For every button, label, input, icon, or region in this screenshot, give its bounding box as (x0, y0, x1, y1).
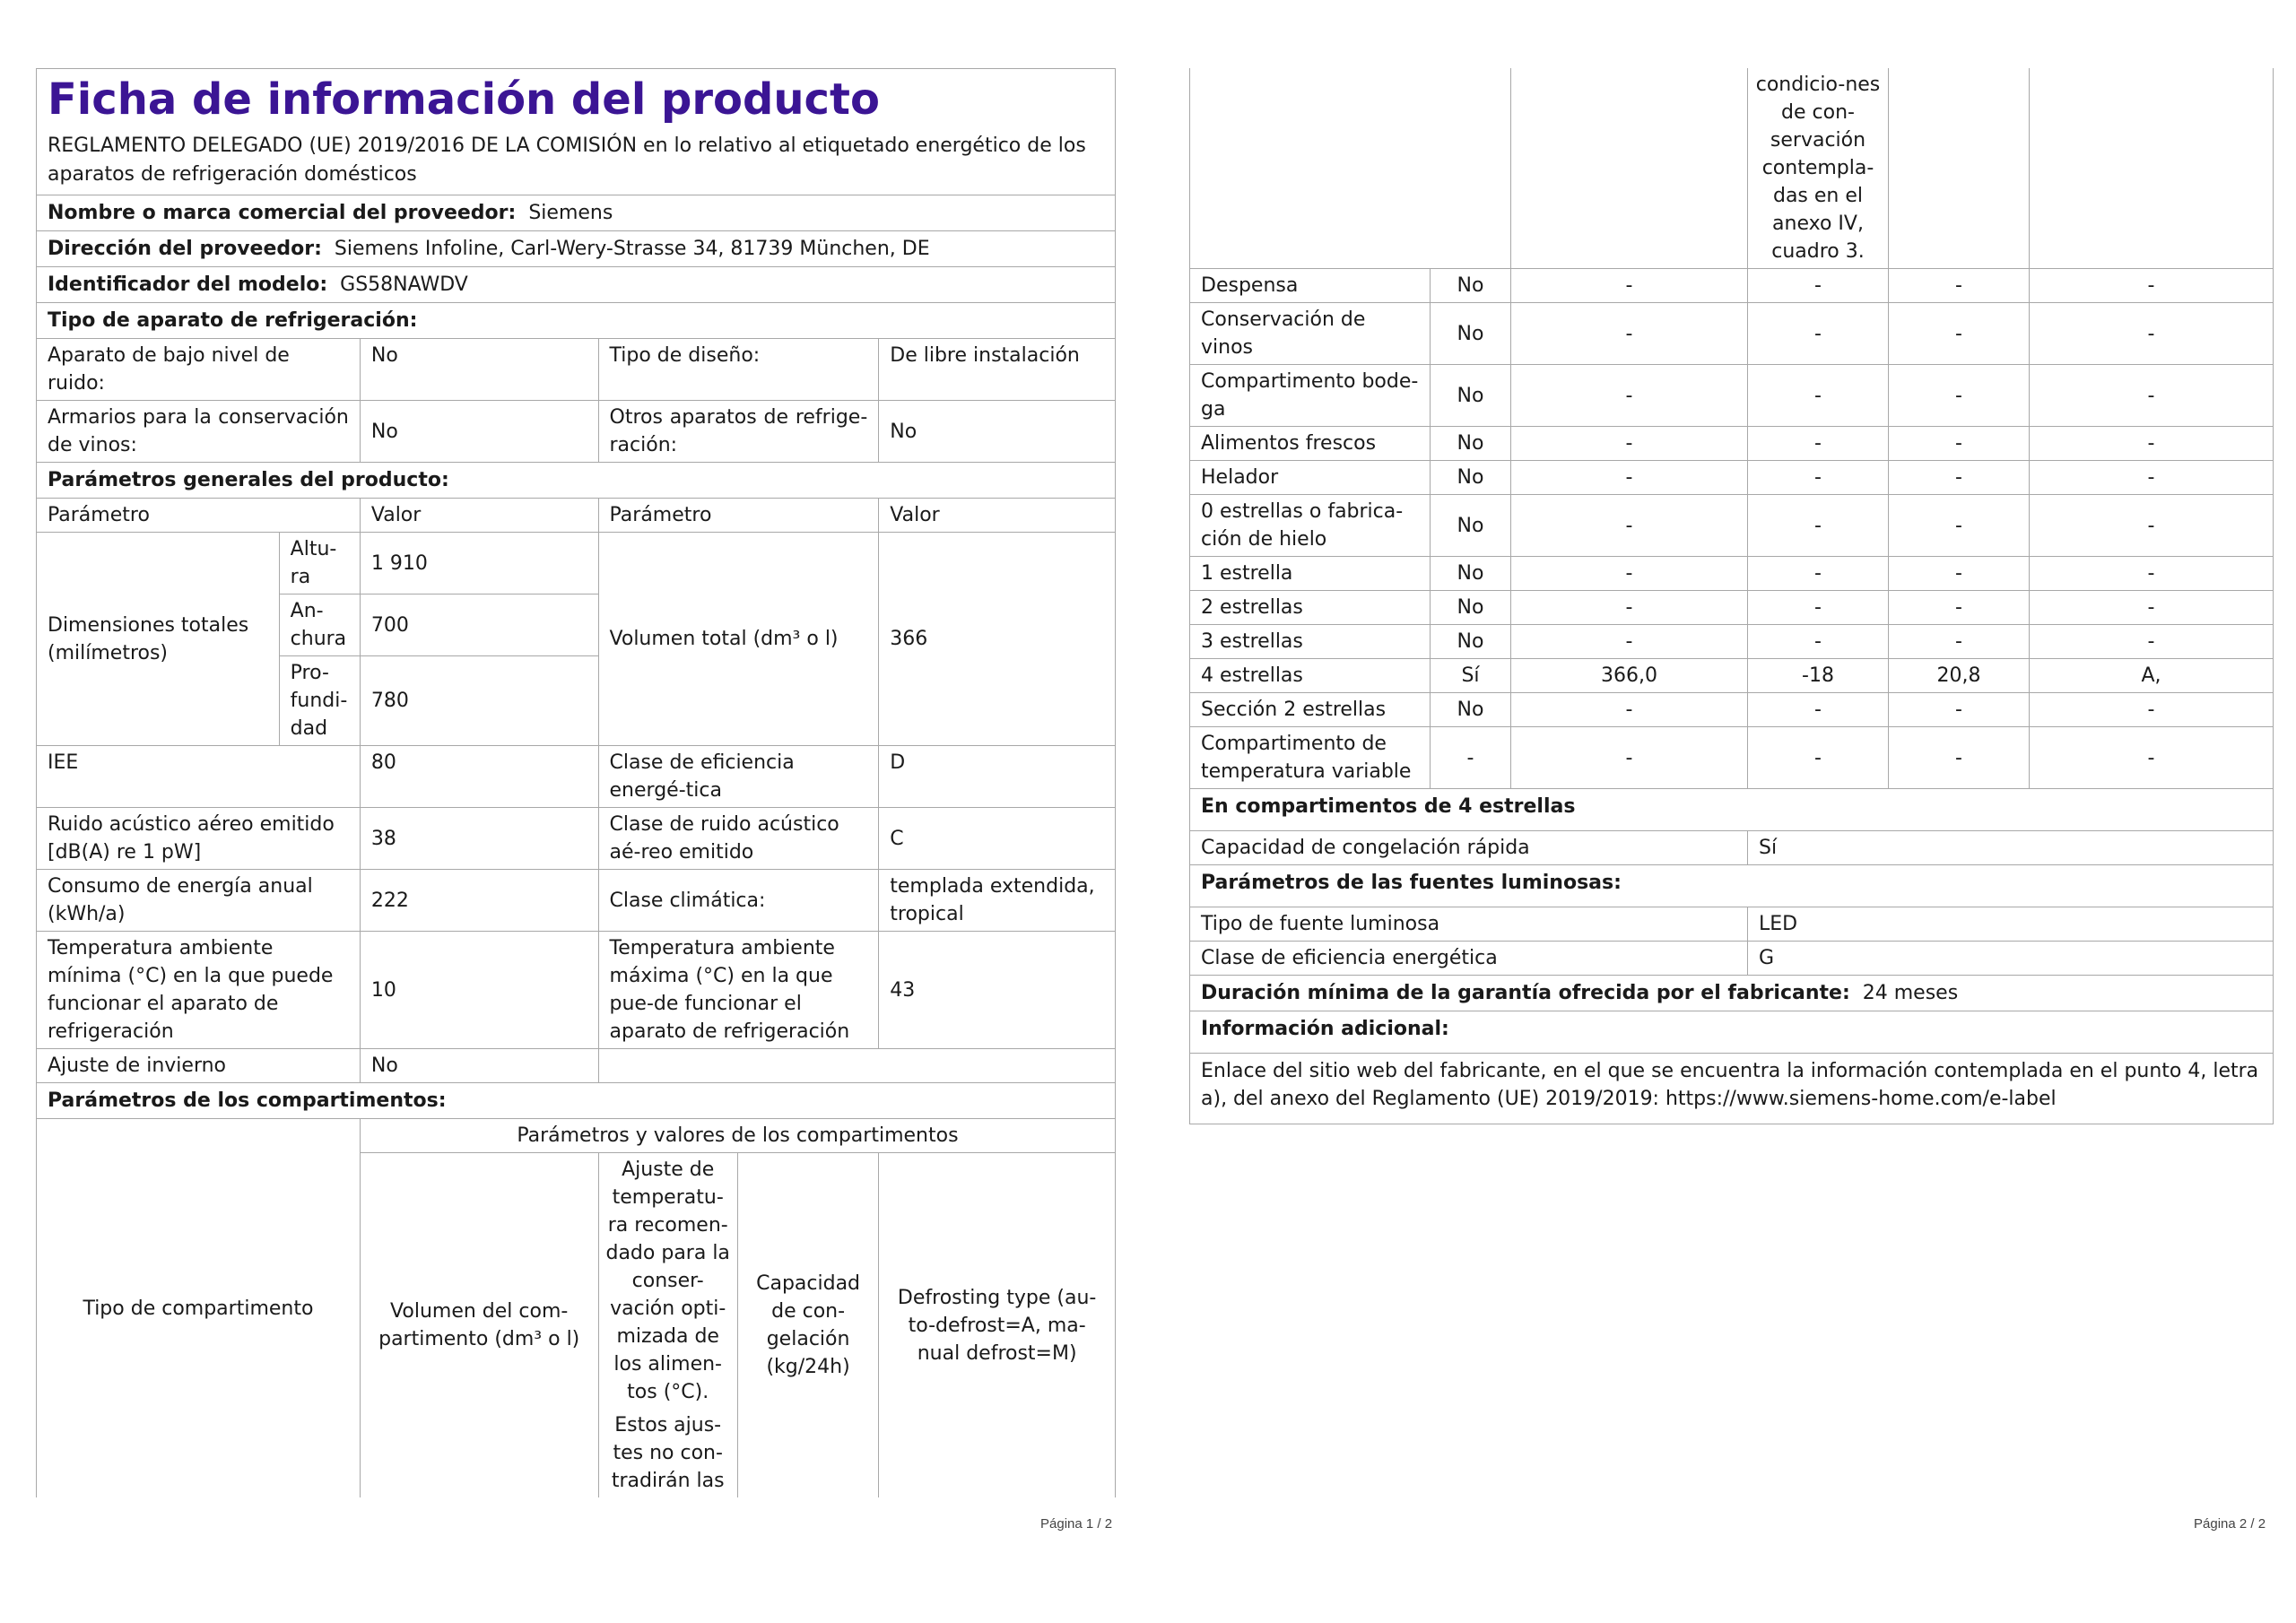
efficiency-class-label: Clase de eficiencia energé-tica (598, 746, 879, 808)
product-info-table-page2-tail (1189, 788, 2274, 1124)
compartment-temp: -18 (1748, 659, 1889, 693)
compartment-row (1190, 365, 2274, 427)
compartment-temp-header-part1: Ajuste de temperatu-ra recomen-dado para la conser-vación opti-mizada de los alimen-tos (°C). (605, 1159, 730, 1403)
compartment-present: - (1431, 727, 1511, 789)
general-heading: Parámetros generales del producto: (37, 463, 1116, 499)
eei-value: 80 (360, 746, 598, 808)
total-volume-label: Volumen total (dm³ o l) (598, 533, 879, 746)
compartment-type: Sección 2 estrellas (1190, 693, 1431, 727)
dimensions-label: Dimensiones totales (milímetros) (37, 533, 280, 746)
compartment-present: No (1431, 693, 1511, 727)
compartment-type: Helador (1190, 461, 1431, 495)
continued-defrost-cell (2030, 68, 2274, 269)
compartment-row (1190, 693, 2274, 727)
compartment-freeze: - (1889, 365, 2030, 427)
compartment-freeze: - (1889, 303, 2030, 365)
winter-setting-value: No (360, 1049, 598, 1083)
compartment-row (1190, 495, 2274, 557)
product-info-table-page2 (1189, 68, 2274, 269)
model-row (37, 267, 1116, 303)
compartment-present: No (1431, 269, 1511, 303)
compartment-type: 0 estrellas o fabrica-ción de hielo (1190, 495, 1431, 557)
page-2 (1189, 68, 2273, 1124)
noise-value: 38 (360, 808, 598, 870)
compartment-present: No (1431, 303, 1511, 365)
low-noise-value: No (360, 339, 598, 401)
compartment-temp-header-part2: Estos ajus-tes no con-tradirán las (611, 1414, 725, 1492)
climate-class-label: Clase climática: (598, 870, 879, 932)
noise-class-label: Clase de ruido acústico aé-reo emitido (598, 808, 879, 870)
supplier-address-row (37, 231, 1116, 267)
supplier-name-value: Siemens (528, 202, 613, 224)
compartment-row (1190, 591, 2274, 625)
depth-label: Pro-fundi-dad (279, 656, 360, 746)
compartment-type: Despensa (1190, 269, 1431, 303)
compartment-type: Compartimento bode-ga (1190, 365, 1431, 427)
compartment-defrost: - (2030, 269, 2274, 303)
continued-type-cell (1190, 68, 1511, 269)
min-temp-value: 10 (360, 932, 598, 1049)
compartment-row (1190, 625, 2274, 659)
depth-value: 780 (360, 656, 598, 746)
col-value-2: Valor (879, 499, 1116, 533)
supplier-address-label: Dirección del proveedor: (48, 238, 322, 260)
compartment-freeze: - (1889, 427, 2030, 461)
page-number-2: Página 2 / 2 (2194, 1516, 2266, 1532)
other-appliance-label: Otros aparatos de refrige-ración: (598, 401, 879, 463)
compartment-row (1190, 461, 2274, 495)
light-type-value: LED (1748, 907, 2274, 942)
warranty-value: 24 meses (1862, 982, 1959, 1004)
compartment-volume: - (1511, 625, 1748, 659)
height-label: Altu-ra (279, 533, 360, 595)
compartment-present: No (1431, 557, 1511, 591)
compartment-temp-header (598, 1153, 737, 1498)
design-label: Tipo de diseño: (598, 339, 879, 401)
model-label: Identificador del modelo: (48, 273, 328, 296)
compartment-type: 3 estrellas (1190, 625, 1431, 659)
compartment-volume: - (1511, 693, 1748, 727)
light-type-label: Tipo de fuente luminosa (1190, 907, 1748, 942)
compartment-present: No (1431, 461, 1511, 495)
compartment-row (1190, 269, 2274, 303)
compartment-row (1190, 557, 2274, 591)
min-temp-label: Temperatura ambiente mínima (°C) en la que puede funcionar el aparato de refrigeración (37, 932, 361, 1049)
noise-class-value: C (879, 808, 1116, 870)
compartment-temp-header-continued: condicio-nes de con-servación contempla-das en el anexo IV, cuadro 3. (1748, 68, 1889, 269)
height-value: 1 910 (360, 533, 598, 595)
additional-text: Enlace del sitio web del fabricante, en el que se encuentra la información contemplada en el punto 4, letra a), del anexo del Reglamento (UE) 2019/2019: https://www.siemens-home.com/e-label (1190, 1054, 2274, 1124)
max-temp-label: Temperatura ambiente máxima (°C) en la que pue-de funcionar el aparato de refrigeración (598, 932, 879, 1049)
compartment-temp: - (1748, 625, 1889, 659)
compartment-type: 2 estrellas (1190, 591, 1431, 625)
energy-consumption-value: 222 (360, 870, 598, 932)
fast-freeze-value: Sí (1748, 831, 2274, 865)
compartment-defrost: - (2030, 365, 2274, 427)
winter-setting-empty (598, 1049, 1115, 1083)
compartment-volume: 366,0 (1511, 659, 1748, 693)
compartment-rows-table (1189, 268, 2274, 789)
compartment-type: Compartimento de temperatura variable (1190, 727, 1431, 789)
compartment-row (1190, 727, 2274, 789)
compartment-volume-header: Volumen del com-partimento (dm³ o l) (360, 1153, 598, 1498)
compartment-volume: - (1511, 495, 1748, 557)
compartment-freeze: - (1889, 693, 2030, 727)
compartment-freeze: - (1889, 557, 2030, 591)
page-number-1: Página 1 / 2 (1040, 1516, 1113, 1532)
compartment-temp: - (1748, 427, 1889, 461)
compartment-temp: - (1748, 693, 1889, 727)
warranty-label: Duración mínima de la garantía ofrecida por el fabricante: (1201, 982, 1850, 1004)
compartments-heading: Parámetros de los compartimentos: (37, 1083, 1116, 1119)
supplier-name-row (37, 195, 1116, 231)
compartment-freeze-header: Capacidad de con-gelación (kg/24h) (737, 1153, 878, 1498)
compartment-defrost: A, (2030, 659, 2274, 693)
low-noise-label: Aparato de bajo nivel de ruido: (37, 339, 361, 401)
compartment-temp: - (1748, 461, 1889, 495)
light-heading: Parámetros de las fuentes luminosas: (1190, 865, 2274, 907)
compartment-defrost: - (2030, 303, 2274, 365)
compartment-present: No (1431, 365, 1511, 427)
compartment-temp: - (1748, 269, 1889, 303)
compartment-defrost: - (2030, 591, 2274, 625)
col-value-1: Valor (360, 499, 598, 533)
wine-cabinet-value: No (360, 401, 598, 463)
eei-label: IEE (37, 746, 361, 808)
compartment-temp: - (1748, 495, 1889, 557)
compartment-defrost: - (2030, 693, 2274, 727)
page-title: Ficha de información del producto (37, 69, 1116, 129)
compartment-volume: - (1511, 427, 1748, 461)
noise-label: Ruido acústico aéreo emitido [dB(A) re 1 pW] (37, 808, 361, 870)
width-value: 700 (360, 595, 598, 656)
compartment-type: 1 estrella (1190, 557, 1431, 591)
compartment-temp: - (1748, 365, 1889, 427)
compartment-temp: - (1748, 727, 1889, 789)
compartment-freeze: - (1889, 727, 2030, 789)
compartment-group-header: Parámetros y valores de los compartimentos (360, 1119, 1115, 1153)
compartment-defrost: - (2030, 427, 2274, 461)
compartment-freeze: 20,8 (1889, 659, 2030, 693)
compartment-type: Conservación de vinos (1190, 303, 1431, 365)
four-star-heading: En compartimentos de 4 estrellas (1190, 789, 2274, 831)
additional-heading: Información adicional: (1190, 1011, 2274, 1054)
compartment-present: No (1431, 427, 1511, 461)
compartment-volume: - (1511, 269, 1748, 303)
compartment-row (1190, 427, 2274, 461)
compartment-freeze: - (1889, 269, 2030, 303)
fast-freeze-label: Capacidad de congelación rápida (1190, 831, 1748, 865)
compartment-present: No (1431, 625, 1511, 659)
climate-class-value: templada extendida, tropical (879, 870, 1116, 932)
col-param-1: Parámetro (37, 499, 361, 533)
compartment-freeze: - (1889, 461, 2030, 495)
appliance-heading: Tipo de aparato de refrigeración: (37, 303, 1116, 339)
max-temp-value: 43 (879, 932, 1116, 1049)
compartment-volume: - (1511, 727, 1748, 789)
design-value: De libre instalación (879, 339, 1116, 401)
other-appliance-value: No (879, 401, 1116, 463)
wine-cabinet-label: Armarios para la conservación de vinos: (37, 401, 361, 463)
width-label: An-chura (279, 595, 360, 656)
compartment-freeze: - (1889, 591, 2030, 625)
compartment-freeze: - (1889, 495, 2030, 557)
col-param-2: Parámetro (598, 499, 879, 533)
compartment-type-header: Tipo de compartimento (37, 1119, 361, 1498)
compartment-volume: - (1511, 365, 1748, 427)
compartment-defrost: - (2030, 625, 2274, 659)
continued-volume-cell (1511, 68, 1748, 269)
compartment-defrost: - (2030, 727, 2274, 789)
compartment-volume: - (1511, 461, 1748, 495)
compartment-row (1190, 659, 2274, 693)
compartment-volume: - (1511, 303, 1748, 365)
compartment-volume: - (1511, 557, 1748, 591)
compartment-defrost: - (2030, 495, 2274, 557)
compartment-type: Alimentos frescos (1190, 427, 1431, 461)
product-info-table-page1 (36, 68, 1116, 1497)
light-class-value: G (1748, 942, 2274, 976)
continued-freeze-cell (1889, 68, 2030, 269)
page-1 (36, 68, 1116, 1497)
model-value: GS58NAWDV (340, 273, 468, 296)
compartment-freeze: - (1889, 625, 2030, 659)
compartment-temp: - (1748, 557, 1889, 591)
energy-consumption-label: Consumo de energía anual (kWh/a) (37, 870, 361, 932)
supplier-name-label: Nombre o marca comercial del proveedor: (48, 202, 517, 224)
compartment-present: No (1431, 495, 1511, 557)
supplier-address-value: Siemens Infoline, Carl-Wery-Strasse 34, 81739 München, DE (334, 238, 930, 260)
compartment-temp: - (1748, 591, 1889, 625)
winter-setting-label: Ajuste de invierno (37, 1049, 361, 1083)
total-volume-value: 366 (879, 533, 1116, 746)
compartment-defrost: - (2030, 461, 2274, 495)
regulation-text: REGLAMENTO DELEGADO (UE) 2019/2016 DE LA COMISIÓN en lo relativo al etiquetado energético de los aparatos de refrigeración domésticos (37, 128, 1116, 195)
efficiency-class-value: D (879, 746, 1116, 808)
compartment-defrost-header: Defrosting type (au-to-defrost=A, ma-nual defrost=M) (879, 1153, 1116, 1498)
compartment-volume: - (1511, 591, 1748, 625)
warranty-row (1190, 976, 2274, 1011)
light-class-label: Clase de eficiencia energética (1190, 942, 1748, 976)
compartment-present: Sí (1431, 659, 1511, 693)
compartment-row (1190, 303, 2274, 365)
compartment-present: No (1431, 591, 1511, 625)
compartment-defrost: - (2030, 557, 2274, 591)
compartment-type: 4 estrellas (1190, 659, 1431, 693)
compartment-temp: - (1748, 303, 1889, 365)
